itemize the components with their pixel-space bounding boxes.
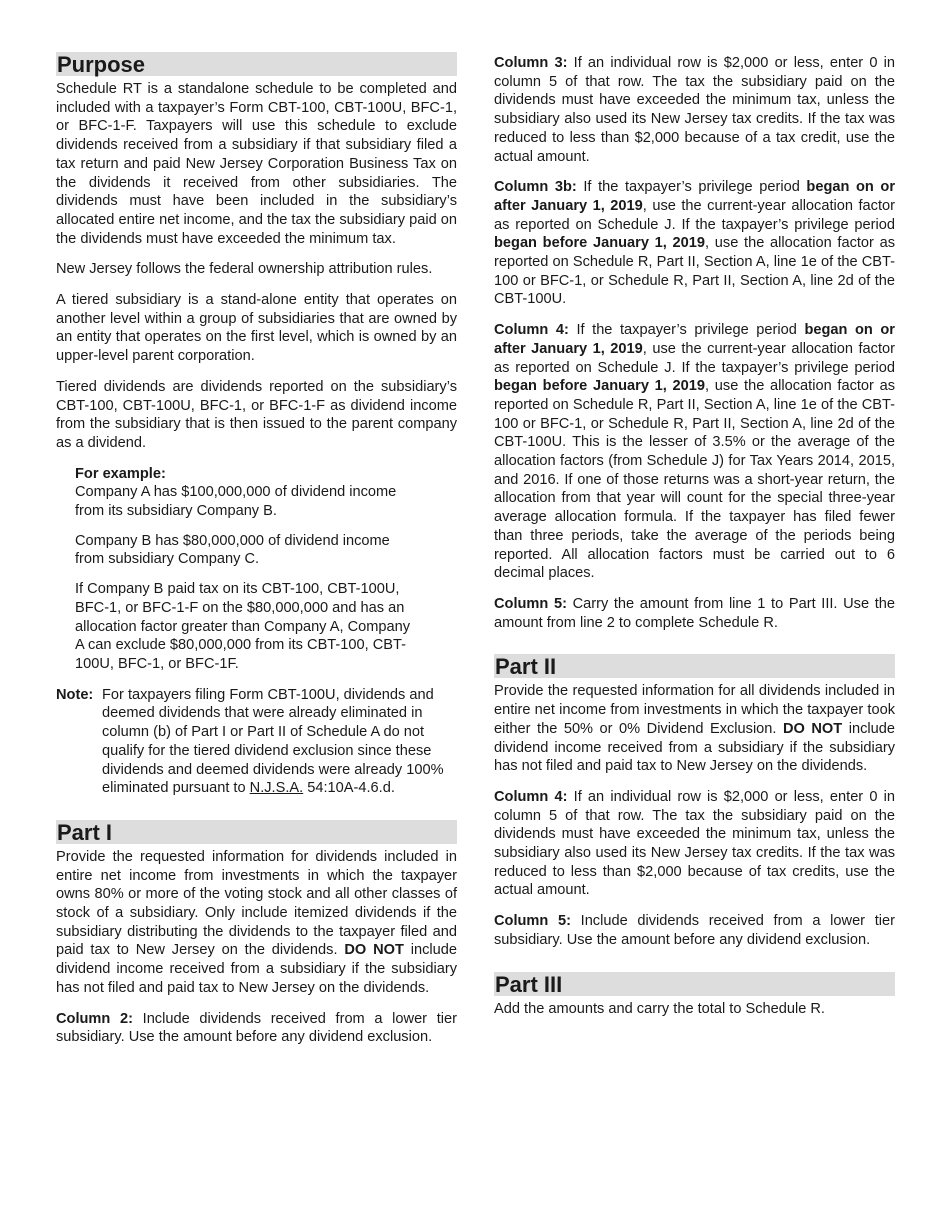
part1-intro-text: Provide the requested information for dividends included in entire net income from investments in which the taxpayer owns 80% or more of the voting stock and all other classes of stock of a subsidiary. Only include itemized dividends if the subsidiary distributing the dividends to the taxpayer filed and paid tax to New Jersey on the dividends. [56, 848, 457, 959]
part1-column3-text: If an individual row is $2,000 or less, enter 0 in column 5 of that row. The tax the subsidiary paid on the dividends must have exceeded the minimum tax, unless the subsidiary also used its New Jersey tax credits. If the tax was reduced to less than $2,000 because of a tax credit, use the actual amount. [494, 55, 895, 165]
part2-do-not: DO NOT [782, 720, 843, 737]
part1-column3-label: Column 3: [494, 55, 568, 71]
part1-column3b-text-3: , use the allocation factor as reported on Schedule R, Part II, Section A, line 1e of the CBT-100 or BFC-1, or Schedule R, Part II, Section A, line 2d of the CBT-100U. [494, 235, 896, 308]
part1-column3b-bold-1: began on or after January 1, 2019 [494, 179, 895, 214]
part2-column4 [494, 788, 895, 900]
example-line-3: If Company B paid tax on its CBT-100, CBT-100U, BFC-1, or BFC-1-F on the $80,000,000 and has an allocation factor greater than Company A, Company A can exclude $80,000,000 from its CBT-100, CBT-100U, BFC-1, or BFC-1F. [75, 581, 411, 672]
part2-heading: Part II [494, 654, 895, 678]
part3-heading: Part III [494, 972, 895, 996]
part1-column4-bold-2: began before January 1, 2019 [494, 378, 706, 395]
left-column [56, 52, 457, 1059]
part1-column3 [494, 54, 895, 166]
part1-column4-label: Column 4: [494, 322, 569, 339]
part2-column5 [494, 912, 895, 949]
part2-column4-text: If an individual row is $2,000 or less, enter 0 in column 5 of that row. The tax the subsidiary paid on the dividends must have exceeded the minimum tax, unless the subsidiary also used its New Jersey tax credits. If the tax was reduced to less than $2,000 because of tax credits, use the actual amount. [494, 788, 895, 899]
purpose-paragraph: Schedule RT is a standalone schedule to be completed and included with a taxpayer’s Form CBT-100, CBT-100U, BFC-1, or BFC-1-F. Taxpayers will use this schedule to exclude dividends received from a subsidiary if that subsidiary filed a tax return and paid New Jersey Corporation Business Tax on the dividends it received from other subsidiaries. The dividends must have been included in the subsidiary’s allocated entire net income, and the tax the subsidiary paid on the dividends must have exceeded the minimum tax. [56, 81, 457, 247]
note-block [56, 686, 457, 798]
part1-column4-bold-1: began on or after January 1, 2019 [494, 322, 895, 357]
part1-column3b-bold-2: began before January 1, 2019 [494, 235, 706, 252]
note-text-end: 54:10A-4.6.d. [303, 780, 395, 797]
part1-intro-tail: include dividend income received from a subsidiary if the subsidiary has not filed and paid tax to New Jersey on the dividends. [56, 942, 457, 996]
part2-intro-tail: include dividend income received from a subsidiary if the subsidiary has not filed and paid tax to New Jersey on the dividends. [494, 720, 895, 775]
part2-column4-label: Column 4: [494, 788, 568, 805]
njsa-reference: N.J.S.A. [249, 780, 304, 797]
part2-intro [494, 682, 895, 776]
part1-column5-label: Column 5: [494, 595, 567, 612]
attribution-rules-paragraph: New Jersey follows the federal ownership attribution rules. [56, 261, 433, 278]
part1-do-not: DO NOT [344, 942, 404, 959]
part1-column4 [494, 321, 895, 583]
part1-column2-text: Include dividends received from a lower tier subsidiary. Use the amount before any dividend exclusion. [56, 1010, 457, 1046]
example-block [75, 465, 419, 674]
tiered-subsidiary-paragraph: A tiered subsidiary is a stand-alone entity that operates on another level within a group of subsidiaries that are owned by an entity that operates on the first level, which is owned by an upper-level parent corporation. [56, 292, 457, 365]
purpose-heading: Purpose [56, 52, 457, 76]
part1-heading: Part I [56, 820, 457, 844]
part1-column4-text-2: , use the current-year allocation factor as reported on Schedule J. If the taxpayer’s privilege period [494, 340, 895, 376]
note-label: Note: [56, 686, 94, 703]
part1-column2 [56, 1010, 457, 1047]
part1-column3b-label: Column 3b: [494, 179, 577, 196]
part1-column3b [494, 178, 895, 309]
example-line-1: Company A has $100,000,000 of dividend income from its subsidiary Company B. [75, 484, 397, 520]
tiered-dividends-paragraph: Tiered dividends are dividends reported on the subsidiary’s CBT-100, CBT-100U, BFC-1, or BFC-1-F as dividend income from the subsidiary that is then issued to the parent company as a dividend. [56, 378, 457, 451]
part1-column3b-text-2: , use the current-year allocation factor as reported on Schedule J. If the taxpayer’s privilege period [494, 197, 895, 233]
part2-column5-text: Include dividends received from a lower tier subsidiary. Use the amount before any dividend exclusion. [494, 913, 895, 948]
part1-column2-label: Column 2: [56, 1010, 133, 1027]
part1-intro [56, 848, 457, 998]
note-text-start: For taxpayers filing Form CBT-100U, dividends and deemed dividends that were already eliminated in column (b) of Part I or Part II of Schedule A do not qualify for the tiered dividend exclusion since these dividends and deemed dividends were already 100% eliminated pursuant to [102, 686, 444, 797]
example-line-2: Company B has $80,000,000 of dividend income from subsidiary Company C. [75, 532, 390, 568]
example-heading: For example: [75, 465, 166, 482]
note-text [102, 686, 451, 798]
right-column [494, 54, 895, 1030]
part3-text: Add the amounts and carry the total to Schedule R. [494, 1000, 825, 1017]
part1-column4-text-1: If the taxpayer’s privilege period [568, 322, 805, 339]
part2-intro-text: Provide the requested information for all dividends included in entire net income from investments in which the taxpayer took either the 50% or 0% Dividend Exclusion. [494, 683, 895, 737]
part1-column3b-text-1: If the taxpayer’s privilege period [576, 179, 807, 196]
part1-column5-text: Carry the amount from line 1 to Part III. Use the amount from line 2 to complete Schedule R. [494, 595, 895, 631]
part1-column4-text-3: , use the allocation factor as reported on Schedule R, Part II, Section A, line 1e of the CBT-100 or BFC-1, or Schedule R, Part II, Section A, line 2d of the CBT-100U. This is the lesser of 3.5% or the average of the allocation factors (from Schedule J) for Tax Years 2014, 2015, and 2016. If one of those returns was a short-year return, the allocation from that year will count for the special three-year average allocation formula. If the taxpayer has filed fewer than three periods, take the average of the periods being reported. All allocation factors must be carried out to 6 decimal places. [494, 378, 896, 582]
part2-column5-label: Column 5: [494, 913, 571, 930]
part1-column5 [494, 595, 895, 632]
